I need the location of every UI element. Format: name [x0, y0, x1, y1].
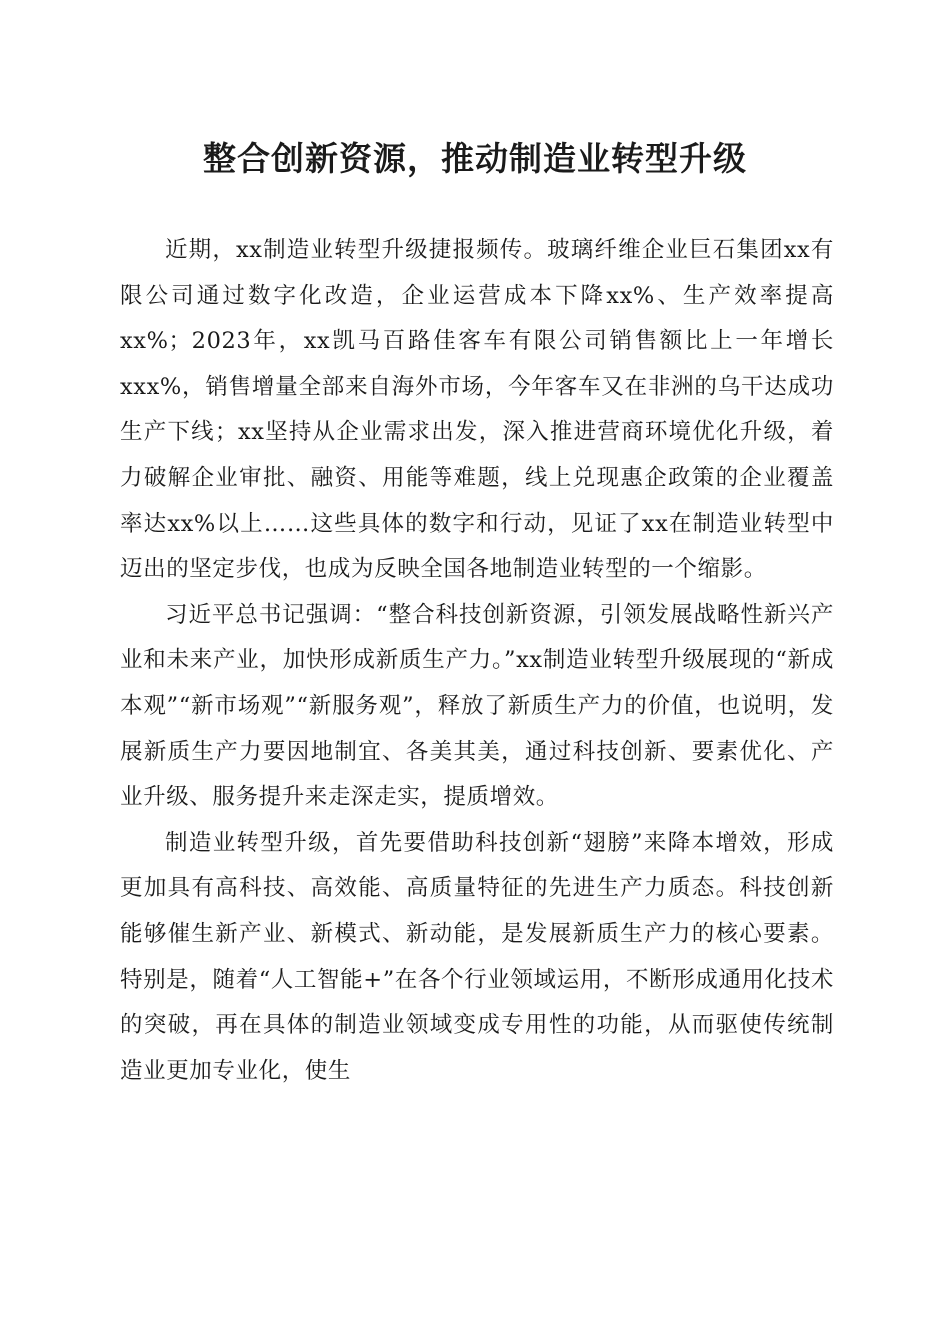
document-body — [120, 228, 834, 1094]
paragraph-3: 制造业转型升级，首先要借助科技创新“翅膀”来降本增效，形成更加具有高科技、高效能、高质量特征的先进生产力质态。科技创新能够催生新产业、新模式、新动能，是发展新质生产力的核心要素。特别是，随着“人工智能+”在各个行业领域运用，不断形成通用化技术的突破，再在具体的制造业领域变成专用性的功能，从而驱使传统制造业更加专业化，使生 — [120, 829, 834, 1084]
paragraph-2: 习近平总书记强调：“整合科技创新资源，引领发展战略性新兴产业和未来产业，加快形成新质生产力。”xx制造业转型升级展现的“新成本观”“新市场观”“新服务观”，释放了新质生产力的价值，也说明，发展新质生产力要因地制宜、各美其美，通过科技创新、要素优化、产业升级、服务提升来走深走实，提质增效。 — [120, 601, 834, 811]
paragraph-1: 近期，xx制造业转型升级捷报频传。玻璃纤维企业巨石集团xx有限公司通过数字化改造，企业运营成本下降xx%、生产效率提高xx%；2023年，xx凯马百路佳客车有限公司销售额比上一年增长xxx%，销售增量全部来自海外市场，今年客车又在非洲的乌干达成功生产下线；xx坚持从企业需求出发，深入推进营商环境优化升级，着力破解企业审批、融资、用能等难题，线上兑现惠企政策的企业覆盖率达xx%以上……这些具体的数字和行动，见证了xx在制造业转型中迈出的坚定步伐，也成为反映全国各地制造业转型的一个缩影。 — [120, 237, 834, 583]
document-title: 整合创新资源，推动制造业转型升级 — [203, 139, 747, 178]
